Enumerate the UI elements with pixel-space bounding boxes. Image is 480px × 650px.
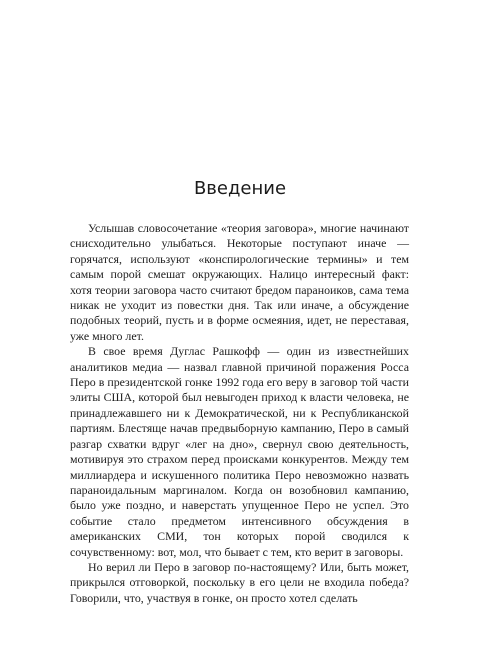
paragraph: Но верил ли Перо в заговор по-настоящему? Или, быть может, прикрылся отговоркой, поскольку в его цели не входила победа? Говорили, что, участвуя в гонке, он просто хотел сделать (70, 559, 409, 605)
paragraph: Услышав словосочетание «теория заговора», многие начинают снисходительно улыбаться. Некоторые поступают иначе — горячатся, используют «конспирологические термины» и тем самым порой смешат окружающих. Налицо интересный факт: хотя теории заговора часто считают бредом параноиков, сама тема никак не уходит из повестки дня. Так или иначе, а обсуждение подобных теорий, пусть и в форме осмеяния, идет, не переставая, уже много лет. (70, 221, 409, 343)
body-text (70, 221, 409, 606)
paragraph: В свое время Дуглас Рашкофф — один из известнейших аналитиков медиа — назвал главной причиной поражения Росса Перо в президентской гонке 1992 года его веру в заговор той части элиты США, которой был невыгоден приход к власти человека, не принадлежавшего ни к Демократической, ни к Республиканской партиям. Блестяще начав предвыборную кампанию, Перо в самый разгар схватки вдруг «лег на дно», свернул свою деятельность, мотивируя это страхом перед происками конкурентов. Между тем миллиардера и искушенного политика Перо невозможно назвать параноидальным маргиналом. Когда он возобновил кампанию, было уже поздно, и наверстать упущенное Перо не успел. Это событие стало предметом интенсивного обсуждения в американских СМИ, тон которых порой сводился к сочувственному: вот, мол, что бывает с тем, кто верит в заговоры. (70, 344, 409, 559)
chapter-title: Введение (193, 178, 287, 199)
